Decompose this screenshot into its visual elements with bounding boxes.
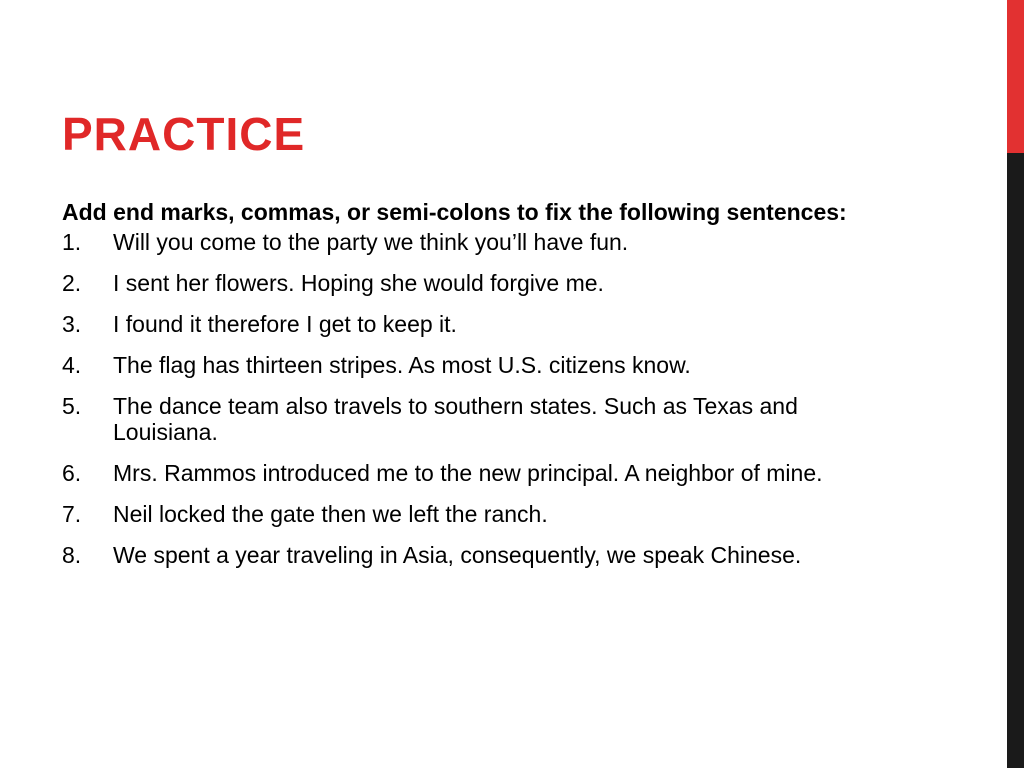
list-item: [62, 270, 892, 296]
slide-body: [62, 199, 892, 583]
accent-bar-red: [1007, 0, 1024, 153]
list-item-text: Will you come to the party we think you’ll have fun.: [113, 229, 629, 255]
slide-title: PRACTICE: [62, 108, 306, 160]
accent-bar-dark: [1007, 153, 1024, 768]
list-item-text: We spent a year traveling in Asia, consequently, we speak Chinese.: [113, 542, 802, 568]
list-item: [62, 542, 892, 568]
list-item-number: 5.: [62, 393, 82, 419]
list-item: [62, 352, 892, 378]
instructions-text: Add end marks, commas, or semi-colons to fix the following sentences:: [62, 199, 847, 225]
list-item-text: Neil locked the gate then we left the ranch.: [113, 501, 548, 527]
list-item: [62, 229, 892, 255]
list-item-text: I sent her flowers. Hoping she would forgive me.: [113, 270, 604, 296]
list-item: [62, 393, 892, 445]
list-item-number: 4.: [62, 352, 82, 378]
list-item: [62, 311, 892, 337]
list-item-text: I found it therefore I get to keep it.: [113, 311, 457, 337]
list-item-text: The dance team also travels to southern states. Such as Texas and Louisiana.: [113, 393, 798, 445]
list-item-number: 6.: [62, 460, 82, 486]
list-item-text: The flag has thirteen stripes. As most U.S. citizens know.: [113, 352, 691, 378]
list-item-number: 7.: [62, 501, 82, 527]
list-item-number: 8.: [62, 542, 82, 568]
sentence-list: [62, 229, 892, 568]
list-item: [62, 501, 892, 527]
list-item-number: 1.: [62, 229, 82, 255]
list-item-number: 2.: [62, 270, 82, 296]
list-item-text: Mrs. Rammos introduced me to the new principal. A neighbor of mine.: [113, 460, 823, 486]
list-item: [62, 460, 892, 486]
list-item-number: 3.: [62, 311, 82, 337]
